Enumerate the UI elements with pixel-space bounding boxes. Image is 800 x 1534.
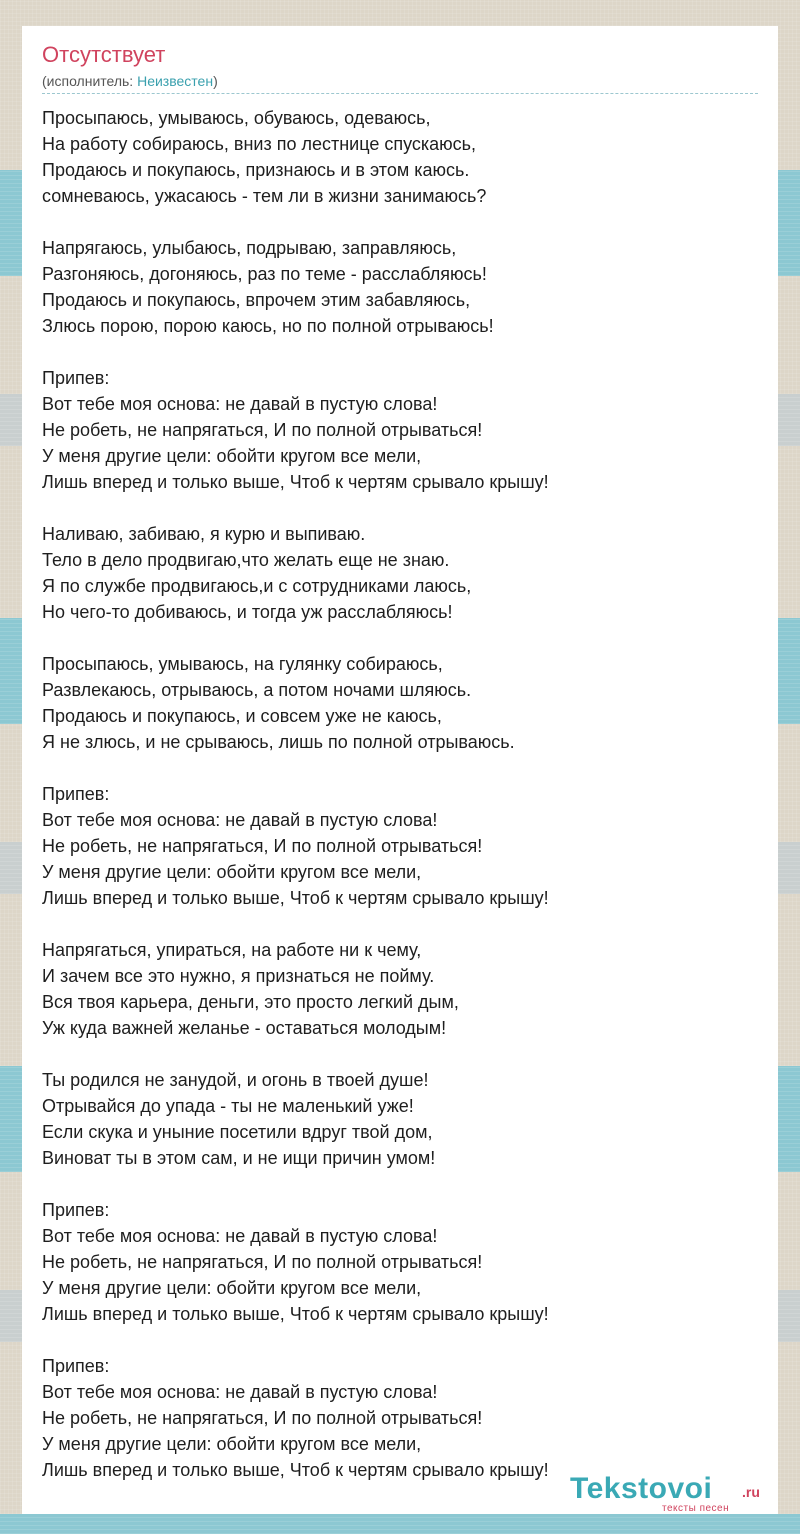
lyrics-line: Я по службе продвигаюсь,и с сотрудниками лаюсь, <box>42 576 472 596</box>
lyrics-stanza <box>42 1197 758 1327</box>
lyrics-stanza <box>42 235 758 339</box>
lyrics-line: Разгоняюсь, догоняюсь, раз по теме - расслабляюсь! <box>42 264 487 284</box>
lyrics-line: Не робеть, не напрягаться, И по полной отрываться! <box>42 1408 483 1428</box>
lyrics-line: Не робеть, не напрягаться, И по полной отрываться! <box>42 836 483 856</box>
lyrics-line: Не робеть, не напрягаться, И по полной отрываться! <box>42 420 483 440</box>
lyrics-stanza <box>42 521 758 625</box>
lyrics-line: Наливаю, забиваю, я курю и выпиваю. <box>42 524 366 544</box>
lyrics-line: Виноват ты в этом сам, и не ищи причин умом! <box>42 1148 436 1168</box>
lyrics-text <box>42 105 758 1483</box>
lyrics-line: У меня другие цели: обойти кругом все мели, <box>42 1278 422 1298</box>
lyrics-stanza <box>42 651 758 755</box>
lyrics-line: Припев: <box>42 368 110 388</box>
lyrics-line: Вся твоя карьера, деньги, это просто легкий дым, <box>42 992 459 1012</box>
lyrics-stanza <box>42 1353 758 1483</box>
artist-suffix: ) <box>213 73 218 89</box>
lyrics-line: Злюсь порою, порою каюсь, но по полной отрываюсь! <box>42 316 494 336</box>
lyrics-line: Тело в дело продвигаю,что желать еще не знаю. <box>42 550 450 570</box>
lyrics-line: Вот тебе моя основа: не давай в пустую слова! <box>42 1226 438 1246</box>
lyrics-line: сомневаюсь, ужасаюсь - тем ли в жизни занимаюсь? <box>42 186 487 206</box>
song-title: Отсутствует <box>42 42 166 67</box>
lyrics-line: Продаюсь и покупаюсь, признаюсь и в этом каюсь. <box>42 160 470 180</box>
lyrics-line: Просыпаюсь, умываюсь, обуваюсь, одеваюсь, <box>42 108 431 128</box>
lyrics-line: Припев: <box>42 1356 110 1376</box>
lyrics-line: Отрывайся до упада - ты не маленький уже! <box>42 1096 414 1116</box>
lyrics-line: Вот тебе моя основа: не давай в пустую слова! <box>42 1382 438 1402</box>
lyrics-line: И зачем все это нужно, я признаться не пойму. <box>42 966 435 986</box>
artist-prefix: (исполнитель: <box>42 73 138 89</box>
lyrics-line: Ты родился не занудой, и огонь в твоей душе! <box>42 1070 429 1090</box>
lyrics-line: Но чего-то добиваюсь, и тогда уж расслабляюсь! <box>42 602 453 622</box>
lyrics-line: Вот тебе моя основа: не давай в пустую слова! <box>42 810 438 830</box>
lyrics-line: Вот тебе моя основа: не давай в пустую слова! <box>42 394 438 414</box>
lyrics-line: Развлекаюсь, отрываюсь, а потом ночами шляюсь. <box>42 680 472 700</box>
lyrics-line: Напрягаюсь, улыбаюсь, подрываю, заправляюсь, <box>42 238 457 258</box>
lyrics-line: Лишь вперед и только выше, Чтоб к чертям срывало крышу! <box>42 1460 549 1480</box>
artist-link[interactable]: Неизвестен <box>137 73 214 89</box>
lyrics-stanza <box>42 1067 758 1171</box>
lyrics-line: Лишь вперед и только выше, Чтоб к чертям срывало крышу! <box>42 888 549 908</box>
lyrics-line: Лишь вперед и только выше, Чтоб к чертям срывало крышу! <box>42 1304 549 1324</box>
lyrics-line: У меня другие цели: обойти кругом все мели, <box>42 862 422 882</box>
lyrics-line: Припев: <box>42 1200 110 1220</box>
lyrics-stanza <box>42 937 758 1041</box>
lyrics-line: Я не злюсь, и не срываюсь, лишь по полной отрываюсь. <box>42 732 515 752</box>
logo-tagline: тексты песен <box>662 1503 730 1514</box>
lyrics-line: Продаюсь и покупаюсь, впрочем этим забавляюсь, <box>42 290 471 310</box>
lyrics-line: У меня другие цели: обойти кругом все мели, <box>42 446 422 466</box>
lyrics-line: У меня другие цели: обойти кругом все мели, <box>42 1434 422 1454</box>
lyrics-stanza <box>42 781 758 911</box>
lyrics-line: Продаюсь и покупаюсь, и совсем уже не каюсь, <box>42 706 442 726</box>
lyrics-line: Припев: <box>42 784 110 804</box>
artist-line <box>42 73 218 89</box>
logo-wordmark: Tekstovoi <box>570 1472 713 1505</box>
lyrics-line: Не робеть, не напрягаться, И по полной отрываться! <box>42 1252 483 1272</box>
lyrics-card <box>22 26 778 1514</box>
lyrics-stanza <box>42 365 758 495</box>
lyrics-line: Просыпаюсь, умываюсь, на гулянку собираюсь, <box>42 654 443 674</box>
lyrics-line: Лишь вперед и только выше, Чтоб к чертям срывало крышу! <box>42 472 549 492</box>
title-divider <box>42 93 758 94</box>
lyrics-line: Напрягаться, упираться, на работе ни к чему, <box>42 940 422 960</box>
site-logo[interactable] <box>570 1472 780 1518</box>
logo-tld: .ru <box>742 1484 760 1500</box>
lyrics-line: Если скука и уныние посетили вдруг твой дом, <box>42 1122 433 1142</box>
lyrics-line: На работу собираюсь, вниз по лестнице спускаюсь, <box>42 134 477 154</box>
lyrics-stanza <box>42 105 758 209</box>
lyrics-line: Уж куда важней желанье - оставаться молодым! <box>42 1018 447 1038</box>
